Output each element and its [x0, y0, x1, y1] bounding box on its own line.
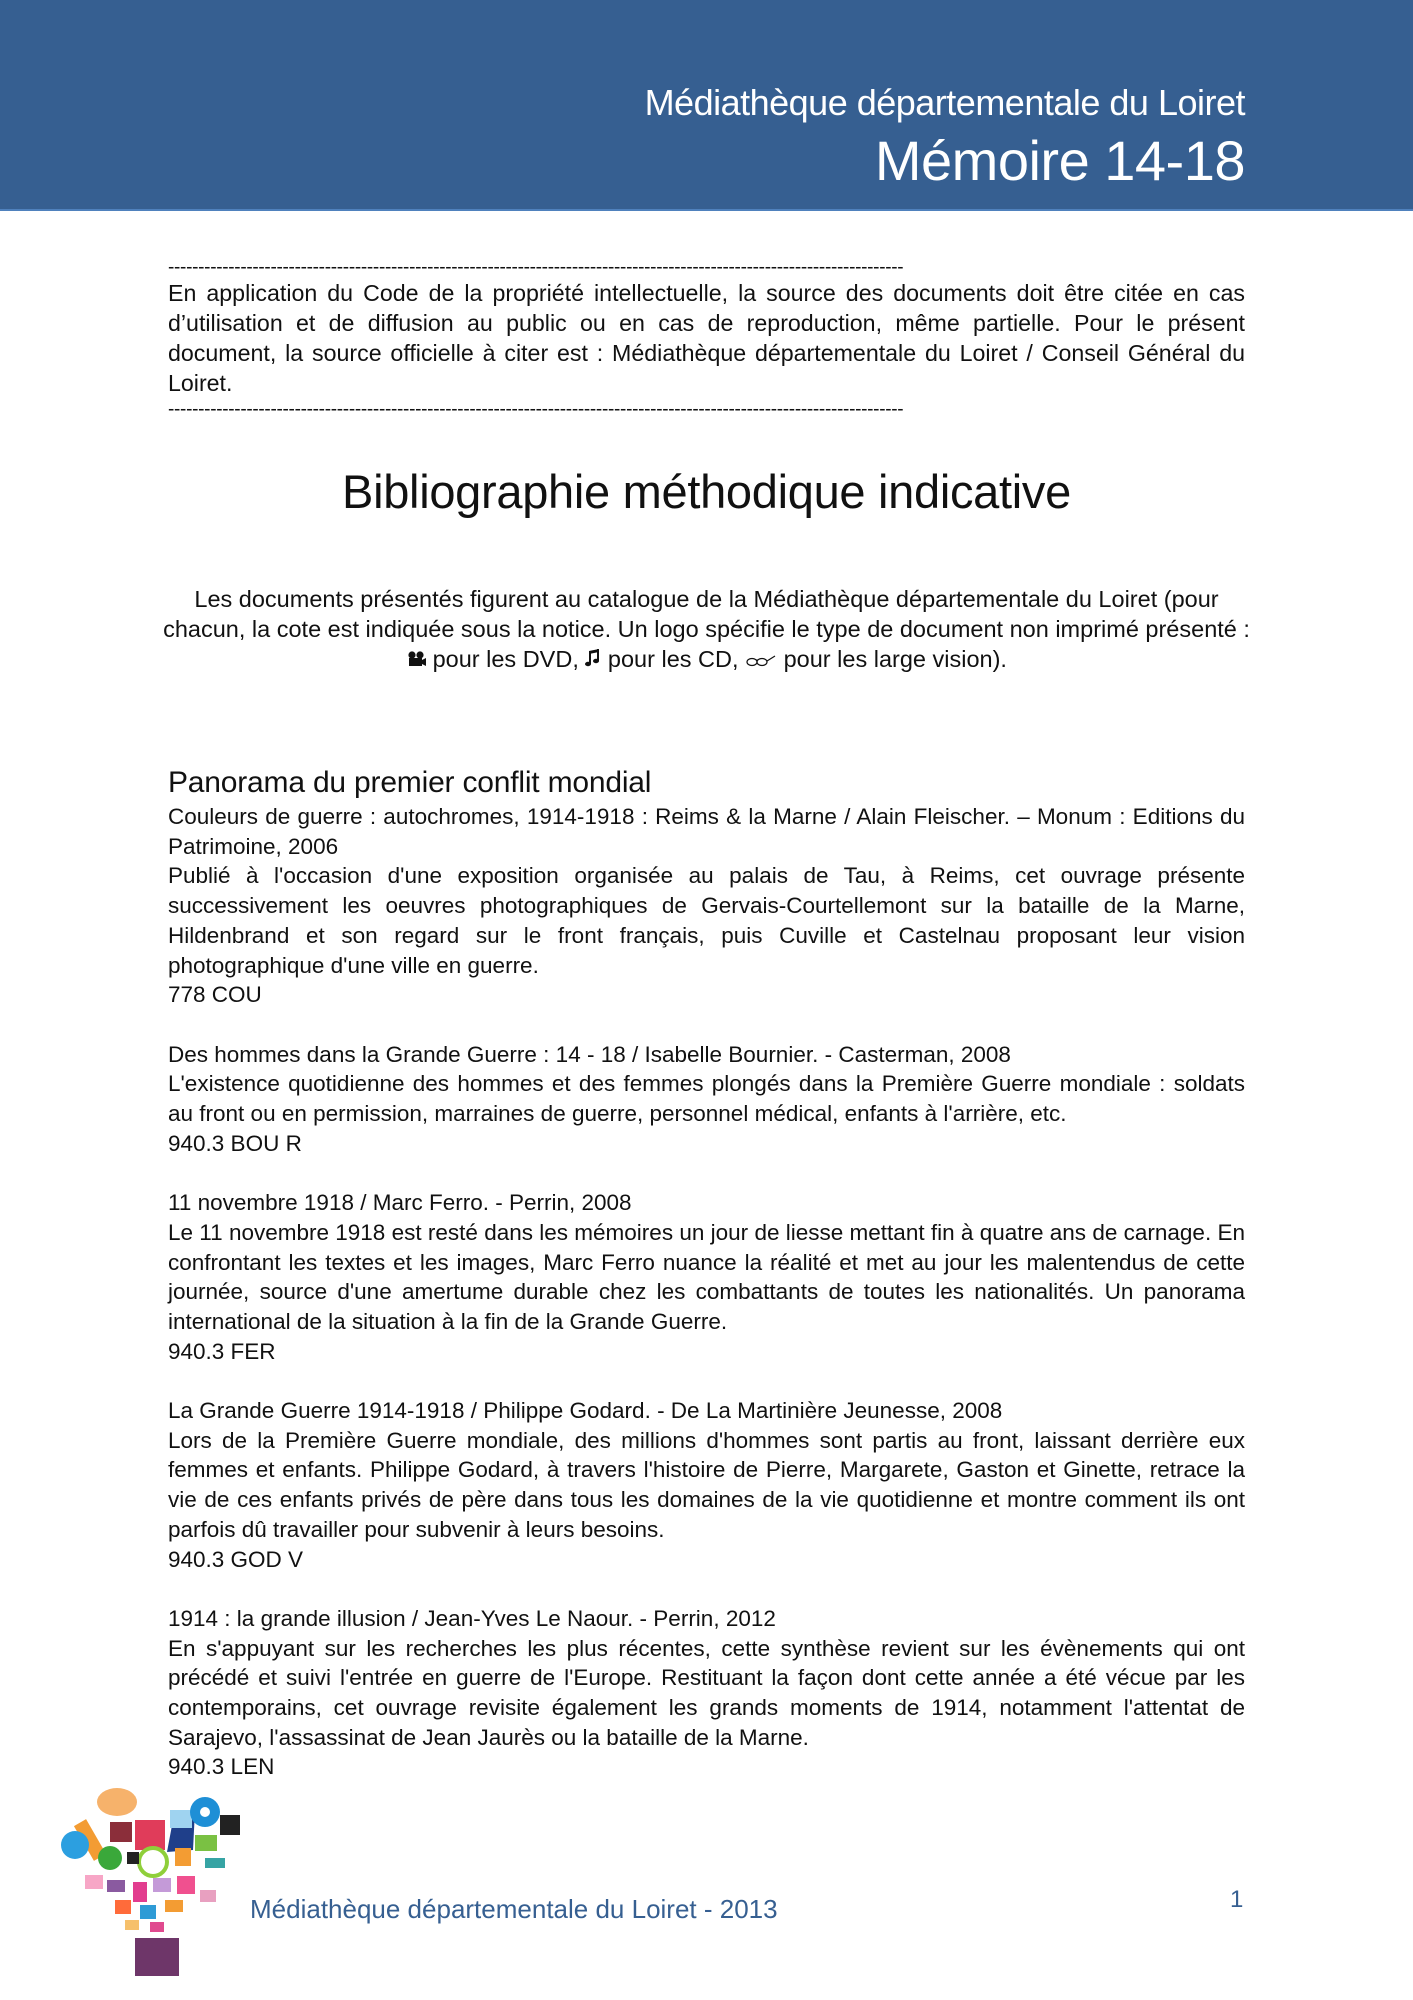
bibliography-section [168, 766, 1245, 1782]
entry-reference: 1914 : la grande illusion / Jean-Yves Le Naour. - Perrin, 2012 [168, 1605, 776, 1631]
entry-call-number: 778 COU [168, 982, 262, 1008]
page-number: 1 [1230, 1886, 1244, 1913]
bibliography-entry [168, 1188, 1245, 1366]
header-title: Mémoire 14-18 [874, 129, 1245, 192]
entry-call-number: 940.3 LEN [168, 1754, 275, 1780]
entry-reference: 11 novembre 1918 / Marc Ferro. - Perrin, 2008 [168, 1190, 632, 1216]
entry-description: En s'appuyant sur les recherches les plus récentes, cette synthèse revient sur les évènements qui ont précédé et suivi l'entrée en guerre de l'Europe. Restituant la façon dont cette année a été vécue par les contemporains, cet ouvrage revisite également les grands moments de 1914, notamment l'attentat de Sarajevo, l'assassinat de Jean Jaurès ou la bataille de la Marne. [168, 1635, 1245, 1750]
intro-text-3: pour les CD, [607, 646, 739, 672]
entry-description: Le 11 novembre 1918 est resté dans les mémoires un jour de liesse mettant fin à quatre ans de carnage. En confrontant les textes et les images, Marc Ferro nuance la réalité et met au jour les malentendus de cette journée, source d'une amertume durable chez les combattants de toutes les nationalités. Un panorama international de la situation à la fin de la Grande Guerre. [168, 1219, 1245, 1334]
footer-text: Médiathèque départementale du Loiret - 2013 [250, 1894, 778, 1924]
intro-text-2: pour les DVD, [432, 646, 579, 672]
section-title: Panorama du premier conflit mondial [168, 766, 652, 799]
entry-description: Publié à l'occasion d'une exposition organisée au palais de Tau, à Reims, cet ouvrage présente successivement les oeuvres photographiques de Gervais-Courtellemont sur la bataille de la Marne, Hildenbrand et son regard sur le front français, puis Cuville et Castelnau proposant leur vision photographique d'une ville en guerre. [168, 863, 1245, 978]
separator-top: -------------------------------------------------------------------------------------------------------------------------- [168, 258, 904, 278]
notice-text: En application du Code de la propriété intellectuelle, la source des documents doit être citée en cas d’utilisation et de diffusion au public ou en cas de reproduction, même partielle. Pour le présent document, la source officielle à citer est : Médiathèque départementale du Loiret / Conseil Général du Loiret. [168, 280, 1245, 396]
separator-bottom: -------------------------------------------------------------------------------------------------------------------------- [168, 400, 904, 420]
entry-call-number: 940.3 GOD V [168, 1546, 304, 1572]
glasses-icon [745, 646, 777, 676]
bibliography-entry [168, 1604, 1245, 1782]
logo-bouquet [61, 1788, 240, 1976]
music-note-icon [585, 646, 601, 676]
header-band [0, 0, 1413, 211]
entry-description: Lors de la Première Guerre mondiale, des millions d'hommes sont partis au front, laissant derrière eux femmes et enfants. Philippe Godard, à travers l'histoire de Pierre, Margarete, Gaston et Ginette, retrace la vie de ces enfants privés de père dans tous les domaines de la vie quotidienne et montre comment ils ont parfois dû travailler pour subvenir à leurs besoins. [168, 1427, 1245, 1542]
entry-description: L'existence quotidienne des hommes et des femmes plongés dans la Première Guerre mondiale : soldats au front ou en permission, marraines de guerre, personnel médical, enfants à l'arrière, etc. [168, 1071, 1245, 1127]
intro-text-4: pour les large vision). [783, 646, 1007, 672]
entry-reference: Des hommes dans la Grande Guerre : 14 - 18 / Isabelle Bournier. - Casterman, 2008 [168, 1041, 1011, 1067]
bibliography-entry [168, 1040, 1245, 1159]
entry-reference: Couleurs de guerre : autochromes, 1914-1918 : Reims & la Marne / Alain Fleischer. – Monum : Editions du Patrimoine, 2006 [168, 804, 1245, 859]
film-camera-icon [406, 646, 426, 676]
intro-text-1: Les documents présentés figurent au catalogue de la Médiathèque départementale du Loiret (pour chacun, la cote est indiquée sous la notice. Un logo spécifie le type de document non imprimé présenté : [163, 586, 1250, 642]
entry-call-number: 940.3 FER [168, 1338, 276, 1364]
header-subtitle: Médiathèque départementale du Loiret [644, 82, 1245, 123]
bibliography-entry [168, 1396, 1245, 1574]
bibliography-entry [168, 802, 1245, 1010]
entry-reference: La Grande Guerre 1914-1918 / Philippe Godard. - De La Martinière Jeunesse, 2008 [168, 1398, 1003, 1424]
library-logo [55, 1780, 245, 1980]
page-title: Bibliographie méthodique indicative [342, 465, 1071, 518]
intro-paragraph [160, 584, 1253, 676]
entry-call-number: 940.3 BOU R [168, 1130, 302, 1156]
copyright-notice [168, 258, 1245, 420]
